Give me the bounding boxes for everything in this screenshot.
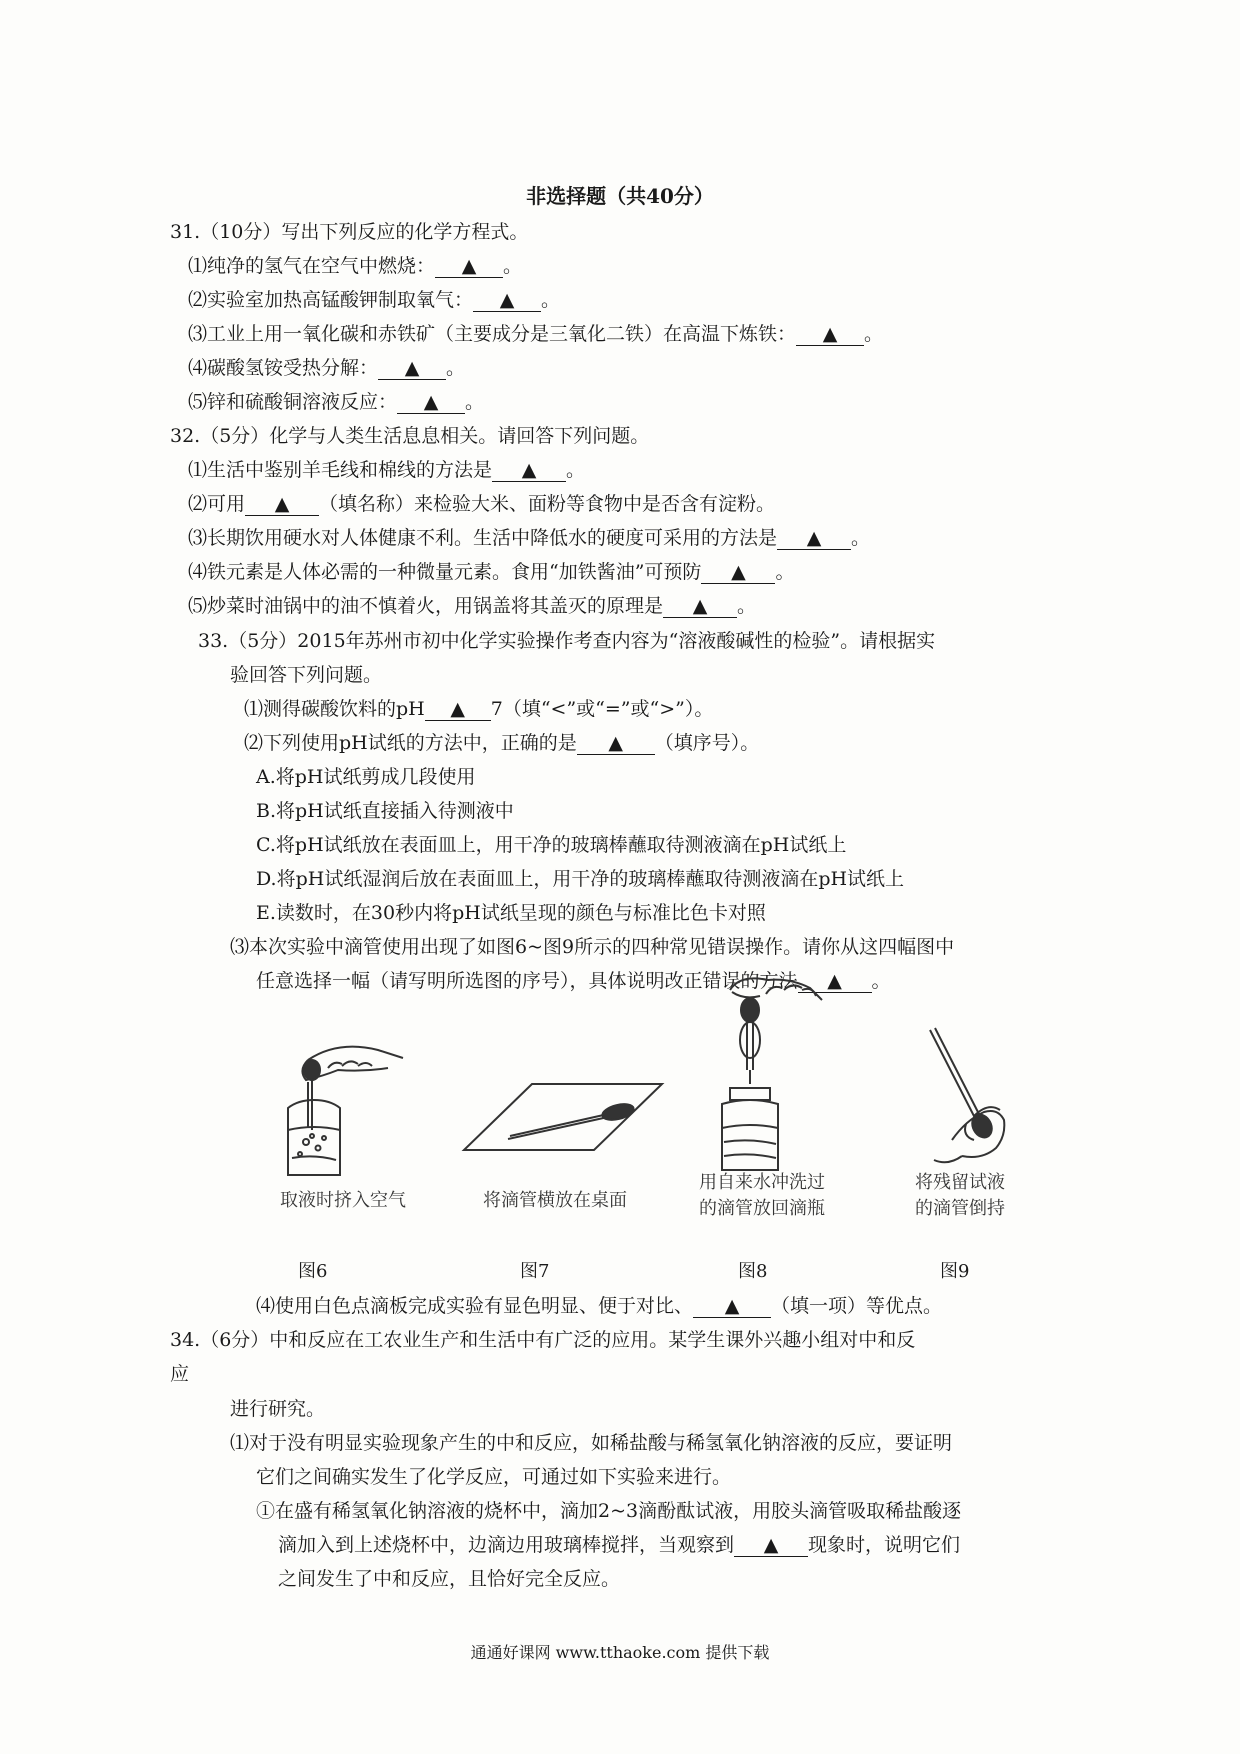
q34-sub-1-line-1: ①在盛有稀氢氧化钠溶液的烧杯中，滴加2~3滴酚酞试液，用胶头滴管吸取稀盐酸逐 <box>256 1500 962 1522</box>
q34-sub-1-end: 现象时，说明它们 <box>808 1534 961 1556</box>
answer-blank[interactable]: ▲ <box>473 289 541 312</box>
figure-8-caption-line-2: 的滴管放回滴瓶 <box>699 1198 825 1219</box>
q31-item-5-text: ⑸锌和硫酸铜溶液反应： <box>188 391 398 413</box>
section-title: 非选择题（共40分） <box>526 184 714 208</box>
q31-item-5 <box>188 389 484 415</box>
q31-stem: 31.（10分）写出下列反应的化学方程式。 <box>170 221 529 243</box>
q33-item-3-text: 任意选择一幅（请写明所选图的序号），具体说明改正错误的方法 <box>256 970 798 992</box>
figure-6-caption <box>238 1188 448 1214</box>
q32-item-3-end: 。 <box>851 527 871 549</box>
q32-stem: 32.（5分）化学与人类生活息息相关。请回答下列问题。 <box>170 425 650 447</box>
q33-option-a: A.将pH试纸剪成几段使用 <box>256 766 476 788</box>
q33-option-c: C.将pH试纸放在表面皿上，用干净的玻璃棒蘸取待测液滴在pH试纸上 <box>256 834 847 856</box>
q31-item-4 <box>188 355 465 381</box>
q34-sub-1-text: 滴加入到上述烧杯中，边滴边用玻璃棒搅拌，当观察到 <box>278 1534 735 1556</box>
q31-item-1-end: 。 <box>503 255 523 277</box>
q34-sub-1-line-2 <box>278 1532 960 1558</box>
q33-item-4-text: ⑷使用白色点滴板完成实验有显色明显、便于对比、 <box>256 1295 694 1317</box>
q32-item-5 <box>188 593 756 619</box>
q31-item-3-end: 。 <box>864 323 884 345</box>
q33-item-2-end: （填序号）。 <box>654 732 760 754</box>
q32-item-4-text: ⑷铁元素是人体必需的一种微量元素。食用“加铁酱油”可预防 <box>188 561 702 583</box>
figure-9-illustration <box>922 1020 1022 1170</box>
figure-6-label: 图6 <box>298 1261 328 1282</box>
q33-option-e: E.读数时，在30秒内将pH试纸呈现的颜色与标准比色卡对照 <box>256 902 766 924</box>
answer-blank[interactable]: ▲ <box>798 970 872 993</box>
figure-7-caption-line: 将滴管横放在桌面 <box>483 1190 627 1211</box>
answer-blank[interactable]: ▲ <box>378 357 446 380</box>
answer-blank[interactable]: ▲ <box>245 493 319 516</box>
q34-stem-line-3: 进行研究。 <box>230 1398 326 1420</box>
q34-stem-line-2: 应 <box>170 1363 190 1385</box>
q33-option-b: B.将pH试纸直接插入待测液中 <box>256 800 514 822</box>
q33-item-2 <box>244 730 759 756</box>
figure-8-label: 图8 <box>738 1261 768 1282</box>
q32-item-3 <box>188 525 870 551</box>
q33-item-1-end: 7（填“<”或“=”或“>”）。 <box>490 698 714 720</box>
q33-item-4 <box>256 1293 942 1319</box>
q32-item-5-text: ⑸炒菜时油锅中的油不慎着火，用锅盖将其盖灭的原理是 <box>188 595 664 617</box>
q33-stem-line-2: 验回答下列问题。 <box>230 664 383 686</box>
q33-item-1-text: ⑴测得碳酸饮料的pH <box>244 698 425 720</box>
q32-item-4 <box>188 559 794 585</box>
figure-9-label: 图9 <box>940 1261 970 1282</box>
q32-item-1-text: ⑴生活中鉴别羊毛线和棉线的方法是 <box>188 459 493 481</box>
q31-item-1-text: ⑴纯净的氢气在空气中燃烧： <box>188 255 436 277</box>
q34-sub-1-line-3: 之间发生了中和反应，且恰好完全反应。 <box>278 1568 621 1590</box>
figure-9-caption-line-2: 的滴管倒持 <box>915 1198 1005 1219</box>
answer-blank[interactable]: ▲ <box>796 323 864 346</box>
figure-8-caption <box>652 1170 872 1222</box>
q32-item-1-end: 。 <box>566 459 586 481</box>
q31-item-1 <box>188 253 522 279</box>
answer-blank[interactable]: ▲ <box>492 459 566 482</box>
q34-stem-line-1: 34.（6分）中和反应在工农业生产和生活中有广泛的应用。某学生课外兴趣小组对中和反 <box>170 1329 916 1351</box>
figure-9-caption-line-1: 将残留试液 <box>915 1172 1005 1193</box>
figure-7-illustration <box>458 1072 668 1162</box>
answer-blank[interactable]: ▲ <box>425 698 491 721</box>
answer-blank[interactable]: ▲ <box>777 527 851 550</box>
answer-blank[interactable]: ▲ <box>397 391 465 414</box>
q33-item-3-end: 。 <box>871 970 891 992</box>
q34-item-1-line-1: ⑴对于没有明显实验现象产生的中和反应，如稀盐酸与稀氢氧化钠溶液的反应，要证明 <box>230 1432 953 1454</box>
answer-blank[interactable]: ▲ <box>663 595 737 618</box>
q32-item-4-end: 。 <box>775 561 795 583</box>
answer-blank[interactable]: ▲ <box>701 561 775 584</box>
q33-item-2-text: ⑵下列使用pH试纸的方法中，正确的是 <box>244 732 577 754</box>
q34-item-1-line-2: 它们之间确实发生了化学反应，可通过如下实验来进行。 <box>256 1466 732 1488</box>
q31-item-3 <box>188 321 883 347</box>
q32-item-5-end: 。 <box>737 595 757 617</box>
q32-item-2-end: （填名称）来检验大米、面粉等食物中是否含有淀粉。 <box>319 493 776 515</box>
answer-blank[interactable]: ▲ <box>435 255 503 278</box>
q31-item-2-end: 。 <box>541 289 561 311</box>
q31-item-4-text: ⑷碳酸氢铵受热分解： <box>188 357 379 379</box>
q33-item-4-end: （填一项）等优点。 <box>771 1295 943 1317</box>
answer-blank[interactable]: ▲ <box>577 732 655 755</box>
answer-blank[interactable]: ▲ <box>734 1534 808 1557</box>
figure-6-caption-line: 取液时挤入空气 <box>280 1190 406 1211</box>
figure-8-caption-line-1: 用自来水冲洗过 <box>699 1172 825 1193</box>
q32-item-2-text: ⑵可用 <box>188 493 246 515</box>
q31-item-2 <box>188 287 560 313</box>
q33-item-1 <box>244 696 713 722</box>
q33-stem-line-1: 33.（5分）2015年苏州市初中化学实验操作考查内容为“溶液酸碱性的检验”。请根据实 <box>198 630 936 652</box>
q31-item-5-end: 。 <box>465 391 485 413</box>
q32-item-3-text: ⑶长期饮用硬水对人体健康不利。生活中降低水的硬度可采用的方法是 <box>188 527 778 549</box>
figure-6-illustration <box>268 1030 418 1180</box>
q33-option-d: D.将pH试纸湿润后放在表面皿上，用干净的玻璃棒蘸取待测液滴在pH试纸上 <box>256 868 905 890</box>
q31-item-4-end: 。 <box>446 357 466 379</box>
figure-7-caption <box>430 1188 680 1214</box>
footer-credit: 通通好课网 www.tthaoke.com 提供下载 <box>470 1643 770 1662</box>
figure-8-illustration <box>710 970 830 1180</box>
q31-item-2-text: ⑵实验室加热高锰酸钾制取氧气： <box>188 289 474 311</box>
figure-7-label: 图7 <box>520 1261 550 1282</box>
q33-item-3-line-1: ⑶本次实验中滴管使用出现了如图6~图9所示的四种常见错误操作。请你从这四幅图中 <box>230 936 955 958</box>
q32-item-2 <box>188 491 775 517</box>
answer-blank[interactable]: ▲ <box>693 1295 771 1318</box>
q32-item-1 <box>188 457 585 483</box>
figure-9-caption <box>860 1170 1060 1222</box>
q31-item-3-text: ⑶工业上用一氧化碳和赤铁矿（主要成分是三氧化二铁）在高温下炼铁： <box>188 323 797 345</box>
